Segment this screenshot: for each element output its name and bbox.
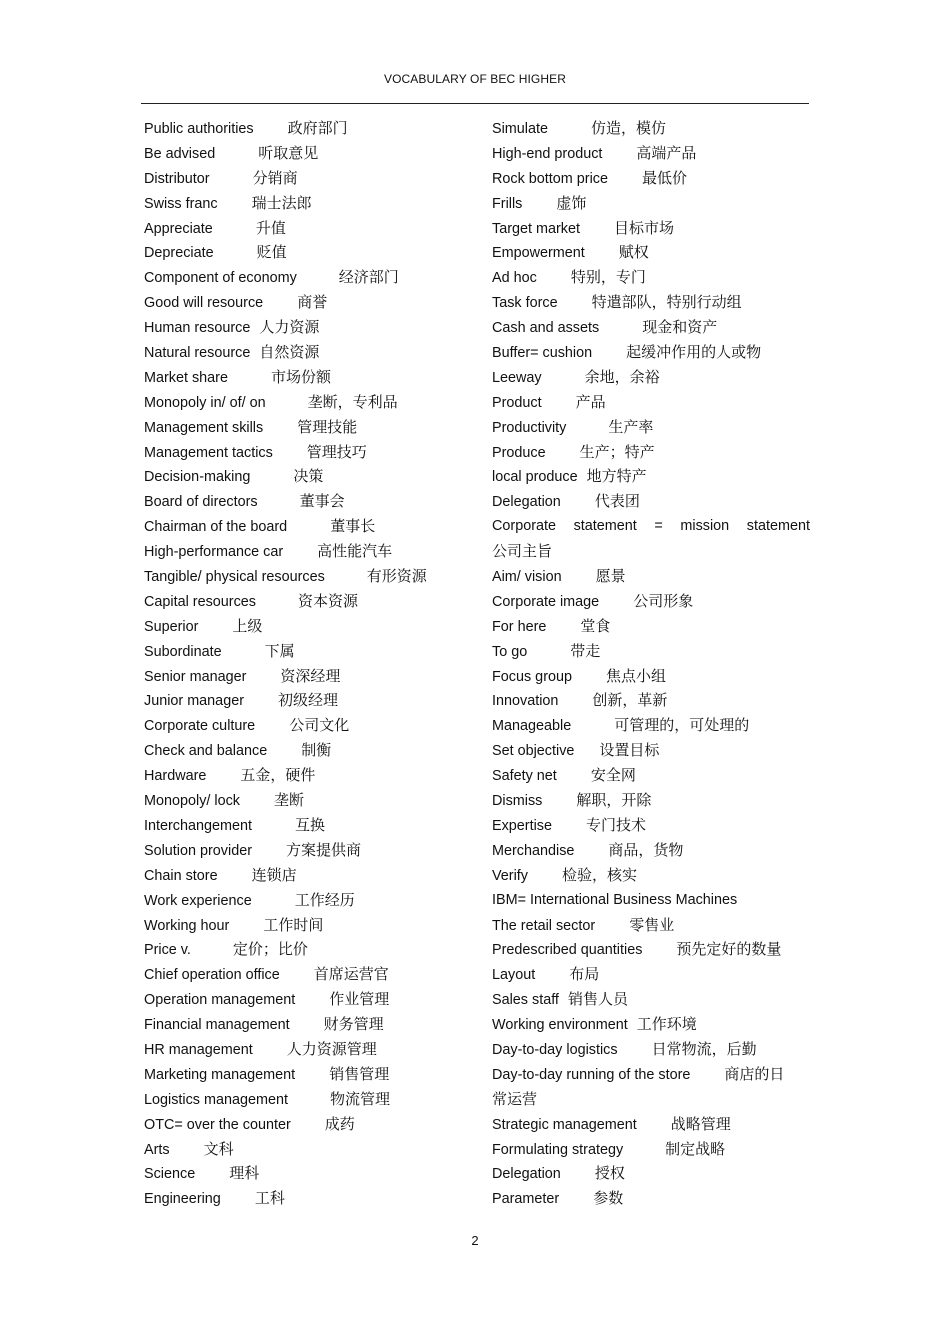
vocab-entry: [492, 937, 810, 962]
vocab-term: Be advised: [144, 145, 216, 162]
vocab-entry: [144, 888, 454, 913]
vocab-term-part: statement: [746, 518, 810, 535]
vocab-entry: [144, 738, 454, 763]
vocab-term: Working environment: [492, 1017, 628, 1034]
vocab-term: Monopoly/ lock: [144, 793, 240, 810]
vocab-term: Swiss franc: [144, 195, 218, 212]
vocab-term-part: mission: [680, 518, 730, 535]
vocab-entry: [144, 713, 454, 738]
vocab-translation: 有形资源: [366, 567, 427, 586]
vocab-entry: [144, 913, 454, 938]
vocab-entry: [144, 216, 454, 241]
vocab-translation: 资深经理: [280, 666, 341, 685]
vocab-translation: 管理技能: [297, 417, 358, 436]
vocab-term: Senior manager: [144, 668, 247, 685]
vocab-entry: [144, 962, 454, 987]
vocab-translation: 零售业: [629, 915, 675, 934]
vocab-translation: 代表团: [594, 492, 640, 511]
vocab-translation: 高性能汽车: [317, 542, 393, 561]
vocab-entry: [144, 788, 454, 813]
vocab-term: Working hour: [144, 917, 230, 934]
vocab-translation: 带走: [570, 641, 601, 660]
vocab-term: Work experience: [144, 892, 252, 909]
vocab-term: Leeway: [492, 369, 542, 386]
vocab-term: Engineering: [144, 1191, 221, 1208]
vocab-term: Capital resources: [144, 593, 256, 610]
vocab-translation: 产品: [575, 392, 606, 411]
vocab-entry: [492, 191, 810, 216]
vocab-term: Human resource: [144, 320, 251, 337]
vocab-entry: [492, 962, 810, 987]
vocab-translation: 分销商: [252, 168, 298, 187]
vocab-translation: 初级经理: [278, 691, 339, 710]
vocab-term: Subordinate: [144, 643, 222, 660]
header-rule: [141, 103, 809, 104]
vocab-entry: [144, 489, 454, 514]
vocab-term: Layout: [492, 967, 536, 984]
vocabulary-column-left: [144, 116, 454, 1211]
vocab-term: Logistics management: [144, 1091, 288, 1108]
vocab-term: Aim/ vision: [492, 569, 562, 586]
vocab-term: Decision-making: [144, 469, 251, 486]
vocab-translation: 解职，开除: [576, 791, 652, 810]
vocab-entry: [144, 390, 454, 415]
vocab-translation: 仿造，模仿: [591, 119, 667, 137]
vocab-entry: [144, 1012, 454, 1037]
vocab-term: High-performance car: [144, 544, 284, 561]
vocab-term: Superior: [144, 618, 199, 635]
vocab-translation: 文科: [203, 1139, 234, 1158]
vocab-term: Hardware: [144, 768, 207, 785]
vocab-term: Management skills: [144, 419, 264, 436]
vocab-translation: 理科: [229, 1164, 260, 1183]
vocab-term: Strategic management: [492, 1116, 637, 1133]
vocab-term: Parameter: [492, 1191, 560, 1208]
vocab-translation: 连锁店: [251, 865, 297, 884]
vocab-entry: [492, 1012, 810, 1037]
vocab-term: Predescribed quantities: [492, 942, 643, 959]
vocab-translation: 销售管理: [329, 1064, 390, 1083]
vocab-term: Innovation: [492, 693, 559, 710]
vocab-translation: 制衡: [301, 741, 332, 760]
vocab-translation: 工作环境: [636, 1015, 697, 1034]
vocab-entry: [144, 937, 454, 962]
vocab-term-part: =: [654, 518, 663, 535]
vocab-translation: 授权: [594, 1164, 625, 1183]
vocab-translation: 资本资源: [297, 591, 358, 610]
vocab-translation: 升值: [255, 218, 286, 237]
vocab-term: To go: [492, 643, 528, 660]
vocab-entry: [492, 639, 810, 664]
vocab-translation: 检验，核实: [562, 865, 638, 884]
vocab-entry: [492, 1161, 810, 1186]
vocab-translation: 工科: [254, 1189, 285, 1208]
vocab-translation: 自然资源: [259, 343, 320, 362]
vocab-entry: [492, 1037, 810, 1062]
vocab-term: Good will resource: [144, 295, 264, 312]
vocab-translation: 生产；特产: [579, 442, 655, 461]
vocab-entry: [492, 987, 810, 1012]
vocab-translation: 常运营: [492, 1089, 538, 1108]
vocab-translation: 设置目标: [599, 741, 660, 760]
vocab-entry: [144, 564, 454, 589]
vocab-entry: [492, 365, 810, 390]
vocab-term: Simulate: [492, 121, 548, 137]
vocab-term: Interchangement: [144, 817, 253, 834]
vocab-translation: 听取意见: [258, 143, 319, 162]
vocab-entry: [492, 1137, 810, 1162]
vocab-translation: 互换: [295, 815, 326, 834]
vocab-entry: [492, 664, 810, 689]
vocab-translation: 虚饰: [556, 193, 587, 212]
vocab-entry: [492, 315, 810, 340]
vocab-term: Safety net: [492, 768, 557, 785]
vocab-term: Manageable: [492, 718, 572, 735]
vocab-translation: 生产率: [608, 417, 654, 436]
vocab-translation: 高端产品: [636, 143, 697, 162]
vocab-translation: 赋权: [618, 243, 649, 262]
vocab-entry: [144, 838, 454, 863]
vocab-term: Set objective: [492, 743, 575, 760]
vocab-entry: [144, 813, 454, 838]
vocab-term: Ad hoc: [492, 270, 537, 287]
vocab-entry: [144, 191, 454, 216]
vocab-term: Appreciate: [144, 220, 213, 237]
vocab-term: IBM= International Business Machines: [492, 891, 738, 908]
vocab-entry: [492, 265, 810, 290]
vocab-translation: 商誉: [297, 293, 328, 312]
vocab-term: Productivity: [492, 419, 567, 436]
vocab-entry: [144, 415, 454, 440]
vocab-entry: [144, 987, 454, 1012]
vocab-translation: 商店的日: [724, 1064, 785, 1083]
vocab-term: local produce: [492, 469, 578, 486]
vocab-translation: 公司形象: [633, 591, 694, 610]
vocab-term: Frills: [492, 195, 523, 212]
vocab-entry: [144, 688, 454, 713]
vocab-entry: [492, 614, 810, 639]
vocab-entry: [144, 639, 454, 664]
vocab-translation: 决策: [293, 467, 324, 486]
vocab-translation: 余地，余裕: [584, 367, 660, 386]
vocab-term: Solution provider: [144, 842, 252, 859]
vocab-term: Empowerment: [492, 245, 585, 262]
vocab-translation: 瑞士法郎: [251, 193, 312, 212]
vocab-term: Dismiss: [492, 793, 543, 810]
vocab-entry: [492, 514, 810, 539]
vocab-term: Public authorities: [144, 121, 254, 137]
vocab-entry: [492, 340, 810, 365]
vocab-entry: [144, 763, 454, 788]
vocab-translation: 管理技巧: [306, 442, 367, 461]
vocab-translation: 方案提供商: [286, 840, 362, 859]
vocab-term: Price v.: [144, 942, 191, 959]
vocab-translation: 战略管理: [670, 1114, 731, 1133]
vocab-entry: [492, 415, 810, 440]
vocab-translation: 堂食: [580, 616, 611, 635]
vocab-entry: [144, 440, 454, 465]
vocab-translation: 制定战略: [665, 1139, 726, 1158]
vocab-term: Chief operation office: [144, 967, 280, 984]
vocab-entry: [492, 564, 810, 589]
vocab-term: Delegation: [492, 494, 561, 511]
vocab-translation: 成药: [324, 1114, 355, 1133]
vocab-entry: [492, 888, 810, 913]
vocab-translation: 创新，革新: [592, 691, 668, 710]
vocab-entry: [492, 290, 810, 315]
vocab-translation: 销售人员: [567, 990, 628, 1009]
vocab-translation: 预先定好的数量: [676, 940, 782, 959]
vocab-entry: [144, 1087, 454, 1112]
vocab-entry: [492, 166, 810, 191]
vocab-term: Depreciate: [144, 245, 214, 262]
vocab-entry: [144, 166, 454, 191]
vocab-translation: 公司文化: [289, 716, 350, 735]
vocab-translation: 可管理的，可处理的: [614, 716, 750, 735]
vocab-translation: 首席运营官: [313, 965, 389, 984]
vocab-term: Board of directors: [144, 494, 258, 511]
vocab-entry: [144, 290, 454, 315]
vocab-term: Junior manager: [144, 693, 244, 710]
vocab-term: Sales staff: [492, 992, 559, 1009]
vocab-translation: 日常物流，后勤: [651, 1039, 757, 1058]
vocab-translation: 最低价: [641, 168, 687, 187]
vocab-translation: 贬值: [256, 243, 287, 262]
vocab-term: Merchandise: [492, 842, 575, 859]
vocab-entry: [144, 1186, 454, 1211]
vocab-entry: [492, 913, 810, 938]
vocab-term: Cash and assets: [492, 320, 600, 337]
vocab-entry: [492, 489, 810, 514]
vocab-translation: 政府部门: [287, 119, 348, 137]
vocab-translation: 作业管理: [329, 990, 390, 1009]
vocab-term: Expertise: [492, 817, 552, 834]
vocab-translation: 特别，专门: [570, 268, 646, 287]
vocab-entry: [144, 1062, 454, 1087]
vocab-translation: 专门技术: [586, 815, 647, 834]
vocab-term: The retail sector: [492, 917, 596, 934]
vocab-term: Operation management: [144, 992, 296, 1009]
vocab-entry: [492, 240, 810, 265]
vocab-entry: [492, 813, 810, 838]
vocab-entry: [144, 365, 454, 390]
vocab-translation: 目标市场: [613, 218, 674, 237]
vocab-term: Day-to-day running of the store: [492, 1066, 691, 1083]
vocab-translation: 愿景: [595, 567, 626, 586]
vocab-entry: [144, 1112, 454, 1137]
vocab-entry: [492, 464, 810, 489]
vocab-translation: 下属: [264, 641, 295, 660]
vocab-entry: [492, 1112, 810, 1137]
vocab-translation: 垄断，专利品: [307, 392, 398, 411]
vocab-entry: [144, 265, 454, 290]
vocab-term: Rock bottom price: [492, 170, 608, 187]
vocab-term: Check and balance: [144, 743, 268, 760]
vocab-entry: [144, 1037, 454, 1062]
vocab-translation: 物流管理: [329, 1089, 390, 1108]
vocab-term: Natural resource: [144, 345, 251, 362]
vocab-term: Produce: [492, 444, 546, 461]
vocab-entry: [144, 1137, 454, 1162]
vocab-term: Task force: [492, 295, 558, 312]
vocab-translation: 起缓冲作用的人或物: [626, 343, 762, 362]
vocab-entry: [492, 589, 810, 614]
vocab-entry: [492, 141, 810, 166]
vocab-entry: [492, 539, 810, 564]
vocab-translation: 现金和资产: [642, 318, 718, 337]
vocab-term: For here: [492, 618, 547, 635]
vocab-term: OTC= over the counter: [144, 1116, 291, 1133]
vocab-entry: [492, 1186, 810, 1211]
vocab-term: Tangible/ physical resources: [144, 569, 325, 586]
vocab-entry: [492, 713, 810, 738]
vocab-entry: [492, 863, 810, 888]
vocab-entry: [492, 116, 810, 141]
vocab-entry: [144, 464, 454, 489]
vocab-term: Chairman of the board: [144, 519, 288, 536]
vocab-translation: 财务管理: [323, 1015, 384, 1034]
vocab-term: Component of economy: [144, 270, 297, 287]
vocab-entry: [144, 589, 454, 614]
vocab-translation: 人力资源管理: [286, 1039, 377, 1058]
vocab-translation: 工作时间: [263, 915, 324, 934]
vocab-entry: [144, 614, 454, 639]
vocab-term: Distributor: [144, 170, 210, 187]
vocab-translation: 董事会: [299, 492, 345, 511]
vocab-term: High-end product: [492, 145, 603, 162]
vocab-translation: 垄断: [274, 791, 305, 810]
vocab-entry: [492, 738, 810, 763]
vocab-entry: [144, 664, 454, 689]
vocab-term: Corporate image: [492, 593, 600, 610]
vocab-entry: [144, 863, 454, 888]
vocab-translation: 市场份额: [270, 367, 331, 386]
vocab-term: Chain store: [144, 867, 218, 884]
vocab-translation: 经济部门: [338, 268, 399, 287]
vocab-entry: [492, 390, 810, 415]
vocab-translation: 商品，货物: [608, 840, 684, 859]
vocab-term: Management tactics: [144, 444, 273, 461]
vocab-translation: 五金，硬件: [240, 766, 316, 785]
vocab-translation: 人力资源: [259, 318, 320, 337]
vocab-translation: 上级: [232, 616, 263, 635]
vocab-entry: [144, 240, 454, 265]
vocabulary-column-right: [492, 116, 810, 1211]
vocab-entry: [492, 688, 810, 713]
vocab-term: Day-to-day logistics: [492, 1041, 618, 1058]
vocab-translation: 地方特产: [586, 467, 647, 486]
vocab-entry: [144, 315, 454, 340]
vocab-entry: [144, 514, 454, 539]
vocab-entry: [144, 116, 454, 141]
vocab-term: Monopoly in/ of/ on: [144, 394, 266, 411]
vocab-entry: [492, 1087, 810, 1112]
vocab-term-part: Corporate: [492, 518, 556, 535]
vocab-translation: 公司主旨: [492, 542, 553, 561]
vocab-term: Corporate culture: [144, 718, 256, 735]
page-number: 2: [471, 1233, 479, 1248]
vocab-translation: 布局: [569, 965, 600, 984]
vocab-term: Verify: [492, 867, 528, 884]
vocab-translation: 安全网: [590, 766, 636, 785]
vocab-entry: [492, 838, 810, 863]
vocab-translation: 董事长: [330, 517, 376, 536]
vocab-term: Market share: [144, 369, 228, 386]
vocab-entry: [144, 1161, 454, 1186]
page-header-title: VOCABULARY OF BEC HIGHER: [383, 72, 566, 86]
vocab-term: Science: [144, 1166, 196, 1183]
vocab-translation: 参数: [593, 1189, 624, 1208]
vocab-translation: 特遣部队，特别行动组: [591, 293, 742, 312]
vocab-entry: [492, 763, 810, 788]
vocab-translation: 定价；比价: [232, 940, 308, 959]
vocab-term: Marketing management: [144, 1066, 296, 1083]
vocab-term-part: statement: [573, 518, 637, 535]
vocab-entry: [492, 440, 810, 465]
vocab-term: Target market: [492, 220, 580, 237]
vocab-translation: 工作经历: [294, 890, 355, 909]
vocab-term: Buffer= cushion: [492, 345, 593, 362]
vocab-entry: [492, 788, 810, 813]
vocab-term: Product: [492, 394, 542, 411]
vocab-term: HR management: [144, 1041, 253, 1058]
vocab-term: Financial management: [144, 1017, 290, 1034]
vocab-term: Focus group: [492, 668, 572, 685]
vocab-term: Formulating strategy: [492, 1141, 624, 1158]
vocab-entry: [144, 141, 454, 166]
vocab-entry: [492, 1062, 810, 1087]
vocab-term: Arts: [144, 1141, 170, 1158]
vocab-entry: [144, 340, 454, 365]
vocab-translation: 焦点小组: [606, 666, 667, 685]
vocab-entry: [144, 539, 454, 564]
vocab-term: Delegation: [492, 1166, 561, 1183]
vocab-entry: [492, 216, 810, 241]
